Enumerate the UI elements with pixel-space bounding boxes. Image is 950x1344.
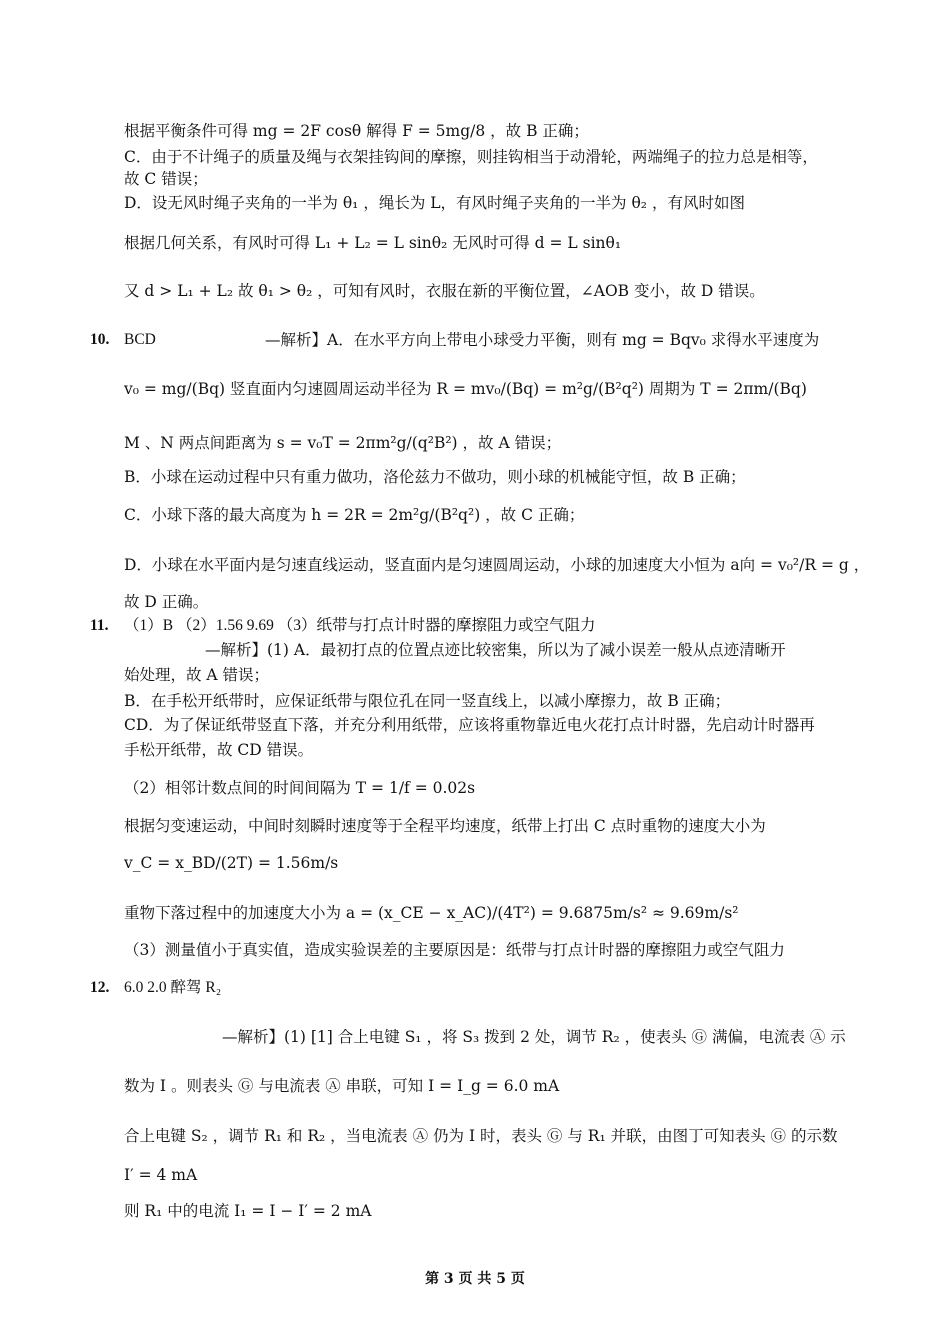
text-line: 根据几何关系，有风时可得 L₁ + L₂ = L sinθ₂ 无风时可得 d = L sinθ₁ [124, 234, 622, 252]
text-line: C．小球下落的最大高度为 h = 2R = 2m²g/(B²q²) ，故 C 正确； [124, 506, 585, 524]
text-line: D．设无风时绳子夹角的一半为 θ₁ ，绳长为 L，有风时绳子夹角的一半为 θ₂ ，有风时如图 [124, 194, 745, 212]
text-line: 数为 I 。则表头 Ⓖ 与电流表 Ⓐ 串联，可知 I = I_g = 6.0 mA [124, 1077, 560, 1095]
text-line: 合上电键 S₂ ，调节 R₁ 和 R₂ ，当电流表 Ⓐ 仍为 I 时，表头 Ⓖ 与 R₁ 并联，由图丁可知表头 Ⓖ 的示数 [124, 1127, 838, 1145]
text-line: 重物下落过程中的加速度大小为 a = (x_CE − x_AC)/(4T²) = 9.6875m/s² ≈ 9.69m/s² [124, 904, 739, 922]
text-line: 根据匀变速运动，中间时刻瞬时速度等于全程平均速度，纸带上打出 C 点时重物的速度大小为 [124, 817, 766, 835]
text-line: （3）测量值小于真实值，造成实验误差的主要原因是：纸带与打点计时器的摩擦阻力或空气阻力 [124, 941, 785, 959]
text-line: M 、N 两点间距离为 s = v₀T = 2πm²g/(q²B²) ，故 A 错误； [124, 434, 562, 452]
question-answer: BCD [124, 331, 156, 348]
text-line: —解析】A．在水平方向上带电小球受力平衡，则有 mg = Bqv₀ 求得水平速度为 [265, 331, 820, 349]
text-line: 故 D 正确。 [124, 593, 209, 611]
page-footer: 第 3 页 共 5 页 [425, 1271, 525, 1287]
text-line: 手松开纸带，故 CD 错误。 [124, 741, 314, 759]
text-line: v₀ = mg/(Bq) 竖直面内匀速圆周运动半径为 R = mv₀/(Bq) = m²g/(B²q²) 周期为 T = 2πm/(Bq) [124, 380, 807, 398]
text-line: 根据平衡条件可得 mg = 2F cosθ 解得 F = 5mg/8 ，故 B 正确； [124, 122, 589, 140]
text-line: 又 d > L₁ + L₂ 故 θ₁ > θ₂ ，可知有风时，衣服在新的平衡位置，∠AOB 变小，故 D 错误。 [124, 282, 765, 300]
text-line: —解析】(1) [1] 合上电键 S₁ ，将 S₃ 拨到 2 处，调节 R₂ ，使表头 Ⓖ 满偏，电流表 Ⓐ 示 [222, 1028, 846, 1046]
text-line: B．小球在运动过程中只有重力做功，洛伦兹力不做功，则小球的机械能守恒，故 B 正确； [124, 468, 746, 486]
question-answer: （1）B （2）1.56 9.69 （3）纸带与打点计时器的摩擦阻力或空气阻力 [124, 617, 596, 634]
text-line: 始处理，故 A 错误； [124, 666, 270, 684]
text-line: CD．为了保证纸带竖直下落，并充分利用纸带，应该将重物靠近电火花打点计时器，先启动计时器再 [124, 716, 815, 734]
text-line: C．由于不计绳子的质量及绳与衣架挂钩间的摩擦，则挂钩相当于动滑轮，两端绳子的拉力总是相等， [124, 148, 818, 166]
question-answer: 6.0 2.0 醉驾 R₂ [124, 979, 222, 996]
text-line: （2）相邻计数点间的时间间隔为 T = 1/f = 0.02s [124, 779, 476, 797]
text-line: B．在手松开纸带时，应保证纸带与限位孔在同一竖直线上，以减小摩擦力，故 B 正确； [124, 692, 731, 710]
question-number: 10. [90, 331, 110, 348]
text-line: D．小球在水平面内是匀速直线运动，竖直面内是匀速圆周运动，小球的加速度大小恒为 a向 = v₀²/R = g ， [124, 556, 870, 574]
question-number: 12. [90, 979, 110, 996]
text-line: 故 C 错误； [124, 170, 208, 188]
text-line: v_C = x_BD/(2T) = 1.56m/s [124, 854, 339, 872]
text-line: —解析】(1) A．最初打点的位置点迹比较密集，所以为了减小误差一般从点迹清晰开 [205, 641, 786, 659]
question-number: 11. [90, 617, 109, 634]
text-line: I′ = 4 mA [124, 1166, 198, 1184]
text-line: 则 R₁ 中的电流 I₁ = I − I′ = 2 mA [124, 1202, 372, 1220]
